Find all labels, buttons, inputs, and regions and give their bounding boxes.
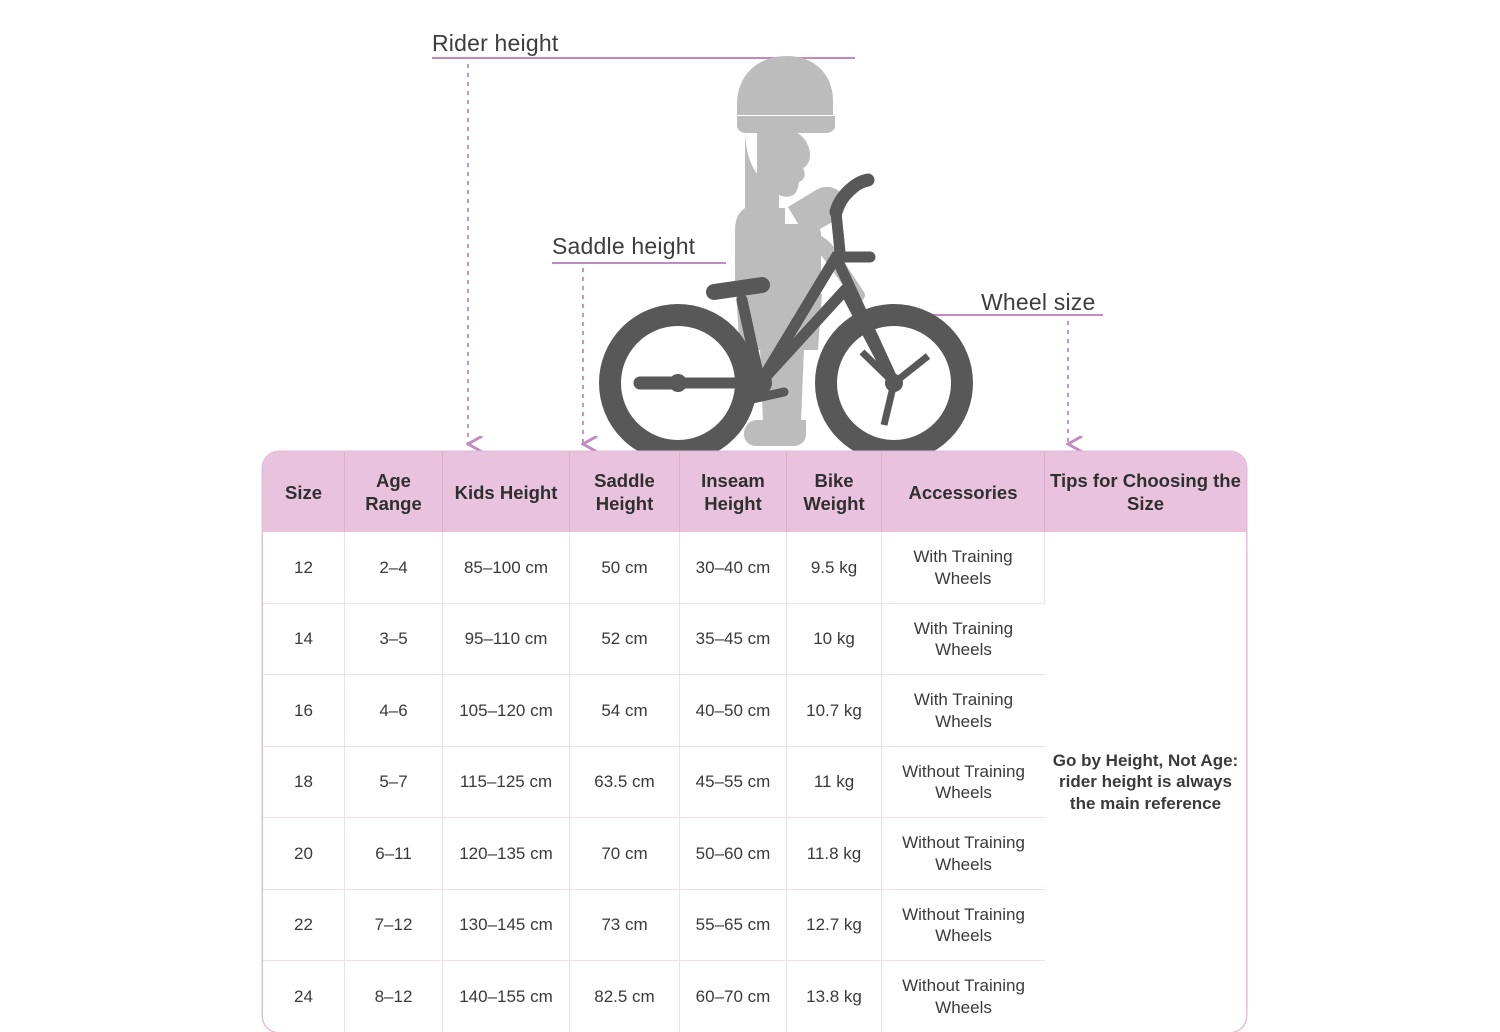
table-row [263,532,1246,603]
column-header-age: Age Range [345,452,443,532]
cell-accessories: Without Training Wheels [882,817,1045,889]
cell-inseam: 40–50 cm [680,674,787,746]
cell-tips: Go by Height, Not Age: rider height is always the main reference [1045,532,1246,1032]
bike-illustration [0,0,1500,470]
cell-age: 4–6 [345,674,443,746]
cell-inseam: 35–45 cm [680,603,787,675]
cell-saddle: 63.5 cm [570,746,680,818]
cell-size: 24 [263,960,345,1032]
cell-size: 20 [263,817,345,889]
cell-weight: 13.8 kg [787,960,882,1032]
cell-age: 7–12 [345,889,443,961]
cell-saddle: 82.5 cm [570,960,680,1032]
cell-accessories: With Training Wheels [882,532,1045,603]
column-header-accessories: Accessories [882,452,1045,532]
cell-weight: 11.8 kg [787,817,882,889]
cell-accessories: Without Training Wheels [882,889,1045,961]
cell-weight: 9.5 kg [787,532,882,603]
cell-age: 2–4 [345,532,443,603]
cell-age: 8–12 [345,960,443,1032]
cell-size: 18 [263,746,345,818]
cell-age: 5–7 [345,746,443,818]
cell-kids-height: 120–135 cm [443,817,570,889]
wheel-size-label: Wheel size [981,289,1096,315]
cell-size: 16 [263,674,345,746]
cell-size: 12 [263,532,345,603]
cell-age: 3–5 [345,603,443,675]
cell-weight: 10.7 kg [787,674,882,746]
cell-saddle: 73 cm [570,889,680,961]
size-table [263,452,1246,1032]
cell-size: 14 [263,603,345,675]
cell-saddle: 52 cm [570,603,680,675]
cell-inseam: 55–65 cm [680,889,787,961]
cell-kids-height: 115–125 cm [443,746,570,818]
cell-weight: 12.7 kg [787,889,882,961]
cell-weight: 11 kg [787,746,882,818]
size-table-wrapper [263,452,1241,1032]
cell-inseam: 45–55 cm [680,746,787,818]
cell-accessories: Without Training Wheels [882,960,1045,1032]
cell-accessories: With Training Wheels [882,603,1045,675]
column-header-weight: Bike Weight [787,452,882,532]
cell-weight: 10 kg [787,603,882,675]
cell-saddle: 50 cm [570,532,680,603]
cell-kids-height: 130–145 cm [443,889,570,961]
saddle-height-label: Saddle height [552,233,696,259]
cell-age: 6–11 [345,817,443,889]
cell-accessories: Without Training Wheels [882,746,1045,818]
cell-inseam: 60–70 cm [680,960,787,1032]
cell-kids-height: 140–155 cm [443,960,570,1032]
column-header-kids-height: Kids Height [443,452,570,532]
column-header-saddle: Saddle Height [570,452,680,532]
column-header-inseam: Inseam Height [680,452,787,532]
cell-saddle: 54 cm [570,674,680,746]
cell-saddle: 70 cm [570,817,680,889]
table-header-row [263,452,1246,532]
cell-accessories: With Training Wheels [882,674,1045,746]
cell-kids-height: 85–100 cm [443,532,570,603]
column-header-size: Size [263,452,345,532]
cell-inseam: 50–60 cm [680,817,787,889]
cell-inseam: 30–40 cm [680,532,787,603]
column-header-tips: Tips for Choosing the Size [1045,452,1246,532]
rider-height-label: Rider height [432,30,559,56]
cell-kids-height: 105–120 cm [443,674,570,746]
cell-size: 22 [263,889,345,961]
cell-kids-height: 95–110 cm [443,603,570,675]
